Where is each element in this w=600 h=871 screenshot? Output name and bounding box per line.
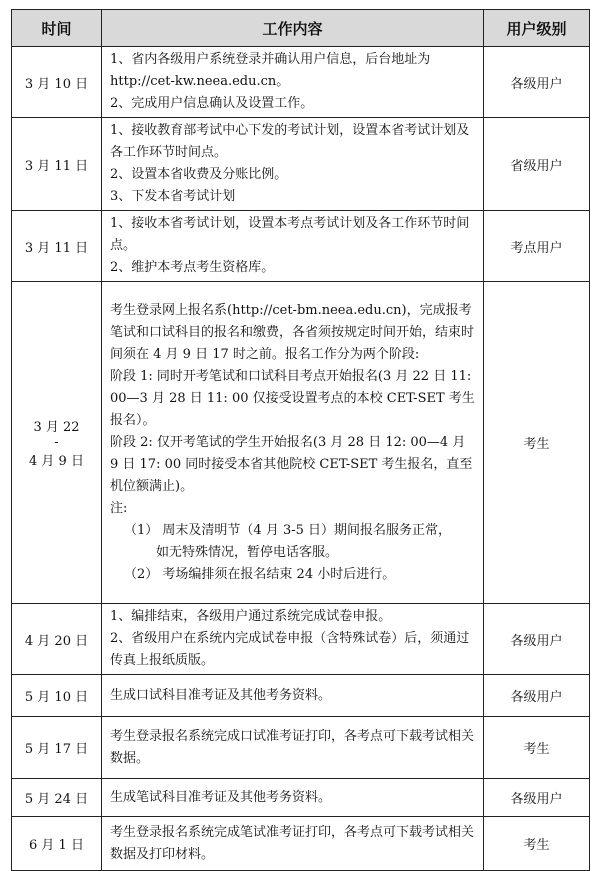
row-date: 4 月 20 日 (12, 604, 102, 675)
content-line: 生成口试科目准考证及其他考务资料。 (110, 687, 332, 703)
content-line: 生成笔试科目准考证及其他考务资料。 (110, 789, 332, 805)
note-item (110, 564, 475, 586)
row-content (102, 604, 484, 675)
table-row (12, 675, 590, 717)
table-row (12, 118, 590, 211)
content-line: 2、设置本省收费及分账比例。 (110, 167, 288, 182)
row-date: 3 月 10 日 (12, 47, 102, 118)
content-line: 考生登录网上报名系(http://cet-bm.neea.edu.cn)，完成报考笔试和口试科目的报名和缴费，各省须按规定时间开始，结束时间须在 4 月 9 日 17 时之前。报名工作分为两个阶段: (110, 302, 475, 362)
row-date: 5 月 17 日 (12, 717, 102, 779)
row-content (102, 211, 484, 282)
row-content (102, 282, 484, 604)
date-start: 3 月 22 (33, 420, 80, 435)
note-marker: （2） (124, 566, 159, 582)
row-date: 6 月 1 日 (12, 817, 102, 871)
row-user-level: 考生 (484, 282, 590, 604)
table-row (12, 604, 590, 675)
row-date: 5 月 10 日 (12, 675, 102, 717)
row-user-level: 考生 (484, 817, 590, 871)
content-line: 2、维护本考点考生资格库。 (110, 260, 275, 275)
row-date: 3 月 11 日 (12, 211, 102, 282)
content-line: 1、编排结束，各级用户通过系统完成试卷申报。 (110, 609, 392, 624)
row-content (102, 717, 484, 779)
content-line: 1、接收教育部考试中心下发的考试计划，设置本省考试计划及各工作环节时间点。 (110, 123, 470, 160)
exam-schedule-table (11, 9, 590, 871)
content-line: 1、接收本省考试计划，设置本考点考试计划及各工作环节时间点。 (110, 216, 470, 253)
row-user-level: 考点用户 (484, 211, 590, 282)
date-end: 4 月 9 日 (29, 454, 84, 469)
row-user-level: 各级用户 (484, 675, 590, 717)
table-row (12, 47, 590, 118)
note-continuation: 如无特殊情况，暂停电话客服。 (156, 544, 339, 560)
content-line: 注: (110, 500, 128, 516)
content-line: 1、省内各级用户系统登录并确认用户信息，后台地址为 http://cet-kw.neea.edu.cn。 (110, 52, 431, 89)
row-date: 3 月 11 日 (12, 118, 102, 211)
content-line: 2、省级用户在系统内完成试卷申报（含特殊试卷）后，须通过传真上报纸质版。 (110, 631, 470, 668)
note-text: 考场编排须在报名结束 24 小时后进行。 (162, 566, 396, 582)
content-line: 阶段 2: 仅开考笔试的学生开始报名(3 月 28 日 12: 00—4 月 9 日 17: 00 同时接受本省其他院校 CET-SET 考生报名，直至机位额满止)。 (110, 434, 473, 494)
header-content: 工作内容 (102, 10, 484, 47)
content-line: 2、完成用户信息确认及设置工作。 (110, 96, 314, 111)
row-content (102, 779, 484, 817)
row-date: 5 月 24 日 (12, 779, 102, 817)
content-line: 3、下发本省考试计划 (110, 189, 236, 204)
note-text: 周末及清明节（4 月 3-5 日）期间报名服务正常， (162, 522, 452, 538)
row-user-level: 考生 (484, 717, 590, 779)
row-content (102, 47, 484, 118)
table-row (12, 282, 590, 604)
content-line: 阶段 1: 同时开考笔试和口试科目考点开始报名(3 月 22 日 11: 00—3 月 28 日 11: 00 仅接受设置考点的本校 CET-SET 考生报名）。 (110, 368, 475, 428)
table-row (12, 211, 590, 282)
table-row (12, 779, 590, 817)
note-marker: （1） (124, 522, 159, 538)
header-user-level: 用户级别 (484, 10, 590, 47)
row-user-level: 省级用户 (484, 118, 590, 211)
content-line: 考生登录报名系统完成口试准考证打印，各考点可下载考试相关数据。 (110, 728, 475, 766)
table-row (12, 717, 590, 779)
row-date (12, 282, 102, 604)
content-line: 考生登录报名系统完成笔试准考证打印，各考点可下载考试相关数据及打印材料。 (110, 824, 475, 862)
row-content (102, 118, 484, 211)
header-time: 时间 (12, 10, 102, 47)
row-user-level: 各级用户 (484, 47, 590, 118)
date-separator: - (54, 435, 59, 450)
row-user-level: 各级用户 (484, 604, 590, 675)
note-item (110, 520, 475, 542)
row-content (102, 675, 484, 717)
header-row (12, 10, 590, 47)
row-user-level: 各级用户 (484, 779, 590, 817)
